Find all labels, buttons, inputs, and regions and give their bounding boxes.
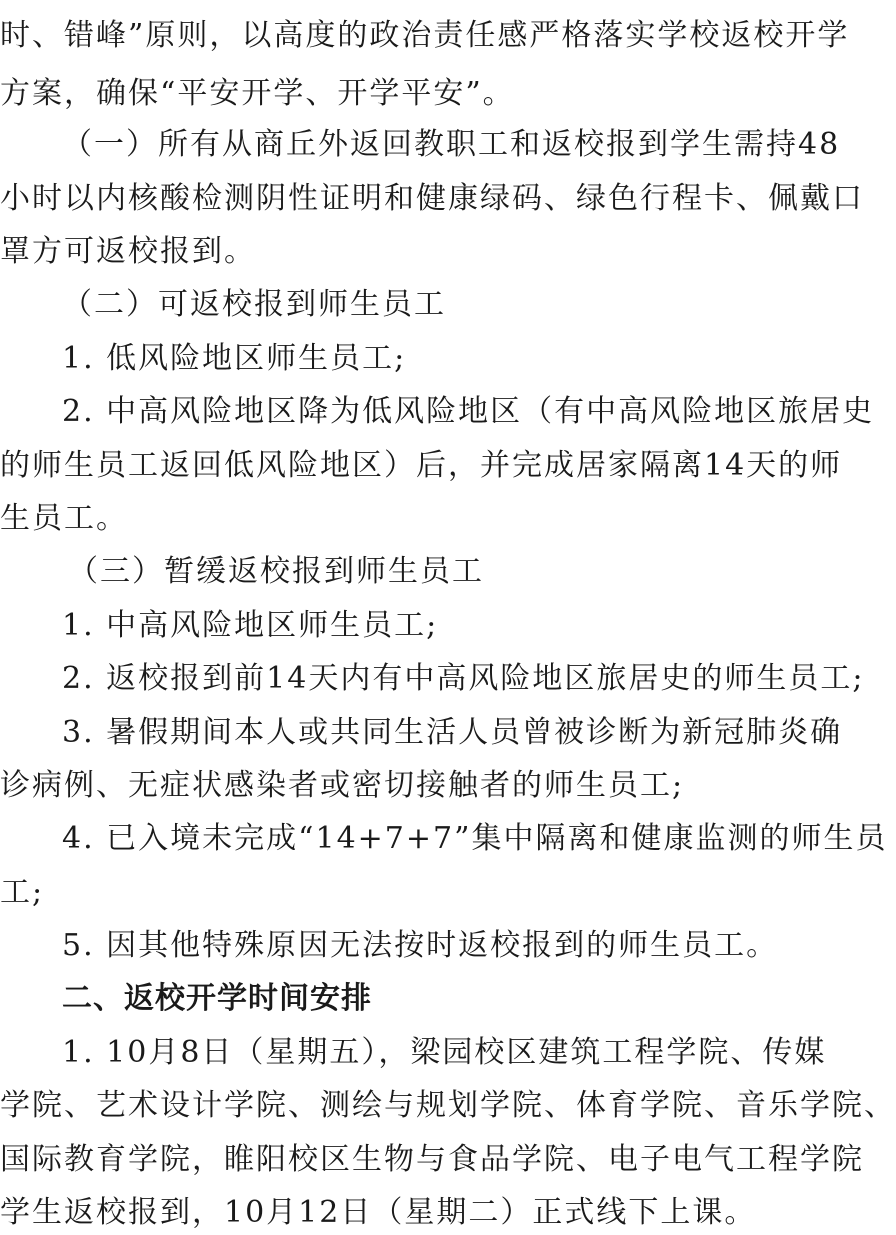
paragraph-line: 时、错峰”原则，以高度的政治责任感严格落实学校返校开学 xyxy=(0,18,850,53)
paragraph-line: 生员工。 xyxy=(0,501,128,536)
paragraph-line: 学院、艺术设计学院、测绘与规划学院、体育学院、音乐学院、 xyxy=(0,1088,896,1123)
paragraph-line: 罩方可返校报到。 xyxy=(0,234,256,269)
list-item: 1. 中高风险地区师生员工; xyxy=(62,608,439,643)
paragraph-line: 国际教育学院，睢阳校区生物与食品学院、电子电气工程学院 xyxy=(0,1142,864,1177)
section-subheading: （二）可返校报到师生员工 xyxy=(62,287,446,322)
paragraph-line: 小时以内核酸检测阴性证明和健康绿码、绿色行程卡、佩戴口 xyxy=(0,181,864,216)
list-item: 2. 中高风险地区降为低风险地区（有中高风险地区旅居史 xyxy=(62,394,875,429)
list-item: 1. 10月8日（星期五），梁园校区建筑工程学院、传媒 xyxy=(62,1035,827,1070)
list-item: 5. 因其他特殊原因无法按时返校报到的师生员工。 xyxy=(62,928,779,963)
paragraph-line: （一）所有从商丘外返回教职工和返校报到学生需持48 xyxy=(62,127,841,162)
list-item: 2. 返校报到前14天内有中高风险地区旅居史的师生员工; xyxy=(62,661,865,696)
list-item: 1. 低风险地区师生员工; xyxy=(62,341,407,376)
paragraph-line: 工; xyxy=(0,875,45,910)
list-item: 3. 暑假期间本人或共同生活人员曾被诊断为新冠肺炎确 xyxy=(62,715,843,750)
list-item: 4. 已入境未完成“14+7+7”集中隔离和健康监测的师生员 xyxy=(62,821,888,856)
paragraph-line: 诊病例、无症状感染者或密切接触者的师生员工; xyxy=(0,768,685,803)
paragraph-line: 的师生员工返回低风险地区）后，并完成居家隔离14天的师 xyxy=(0,448,843,483)
paragraph-line: 学生返校报到，10月12日（星期二）正式线下上课。 xyxy=(0,1195,757,1230)
section-subheading: （三）暂缓返校报到师生员工 xyxy=(68,554,484,589)
section-heading: 二、返校开学时间安排 xyxy=(62,981,372,1016)
paragraph-line: 方案，确保“平安开学、开学平安”。 xyxy=(0,76,515,111)
